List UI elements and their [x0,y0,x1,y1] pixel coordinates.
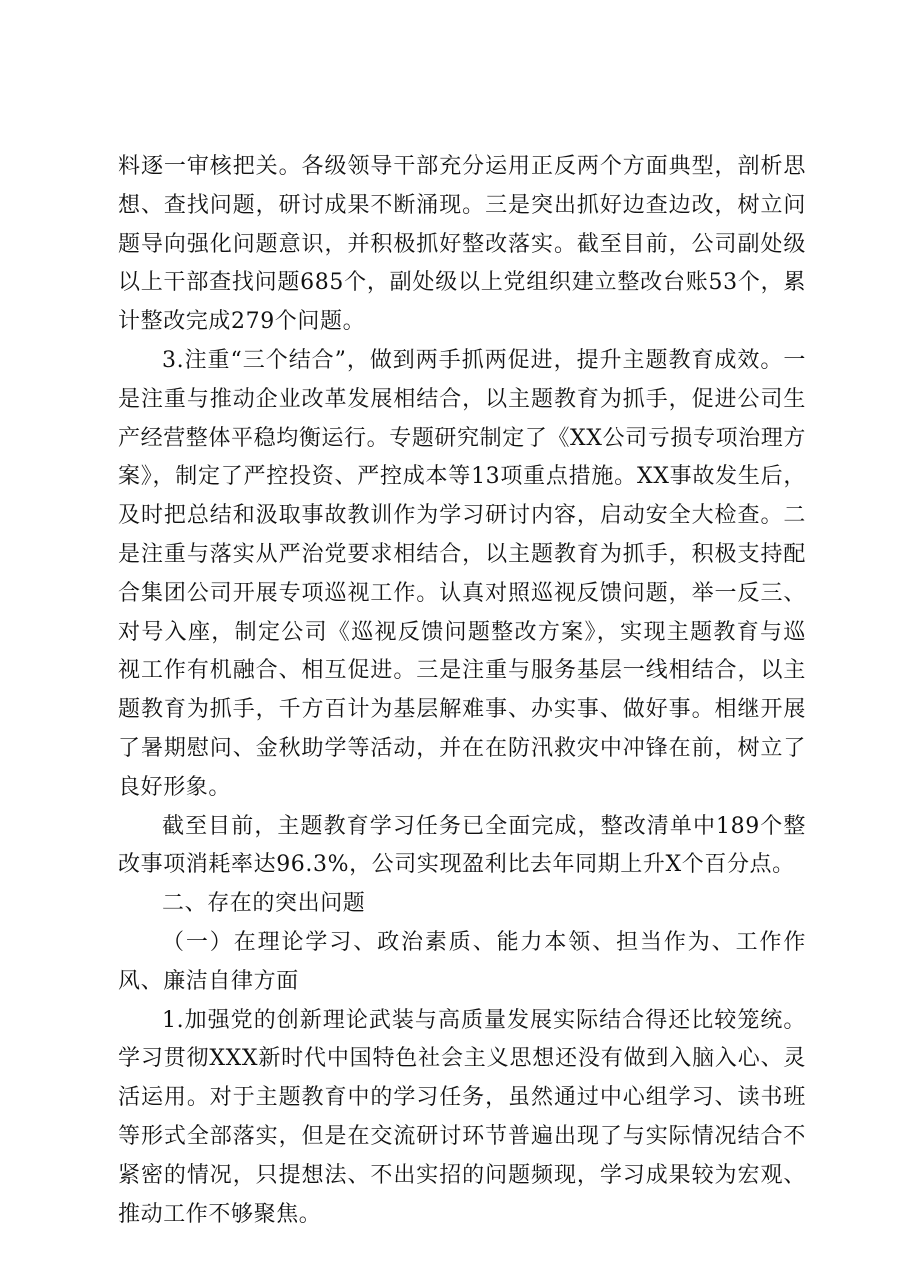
paragraph-theory-armament: 1.加强党的创新理论武装与高质量发展实际结合得还比较笼统。学习贯彻XXX新时代中国特色社会主义思想还没有做到入脑入心、灵活运用。对于主题教育中的学习任务，虽然通过中心组学习、读书班等形式全部落实，但是在交流研讨环节普遍出现了与实际情况结合不紧密的情况，只提想法、不出实招的问题频现，学习成果较为宏观、推动工作不够聚焦。 [118,1007,806,1227]
paragraph-three-combinations: 3.注重“三个结合”，做到两手抓两促进，提升主题教育成效。一是注重与推动企业改革发展相结合，以主题教育为抓手，促进公司生产经营整体平稳均衡运行。专题研究制定了《XX公司亏损专项治理方案》，制定了严控投资、严控成本等13项重点措施。XX事故发生后，及时把总结和汲取事故教训作为学习研讨内容，启动安全大检查。二是注重与落实从严治党要求相结合，以主题教育为抓手，积极支持配合集团公司开展专项巡视工作。认真对照巡视反馈问题，举一反三、对号入座，制定公司《巡视反馈问题整改方案》，实现主题教育与巡视工作有机融合、相互促进。三是注重与服务基层一线相结合，以主题教育为抓手，千方百计为基层解难事、办实事、做好事。相继开展了暑期慰问、金秋助学等活动，并在在防汛救灾中冲锋在前，树立了良好形象。 [118,347,806,800]
paragraph-rectification-progress: 料逐一审核把关。各级领导干部充分运用正反两个方面典型，剖析思想、查找问题，研讨成果不断涌现。三是突出抓好边查边改，树立问题导向强化问题意识，并积极抓好整改落实。截至目前，公司副处级以上干部查找问题685个，副处级以上党组织建立整改台账53个，累计整改完成279个问题。 [118,154,806,335]
subsection-heading-theory-study: （一）在理论学习、政治素质、能力本领、担当作为、工作作风、廉洁自律方面 [118,929,806,994]
document-body [118,148,806,1234]
section-heading-problems: 二、存在的突出问题 [162,891,366,917]
paragraph-completion-summary: 截至目前，主题教育学习任务已全面完成，整改清单中189个整改事项消耗率达96.3%，公司实现盈利比去年同期上升X个百分点。 [118,813,806,878]
